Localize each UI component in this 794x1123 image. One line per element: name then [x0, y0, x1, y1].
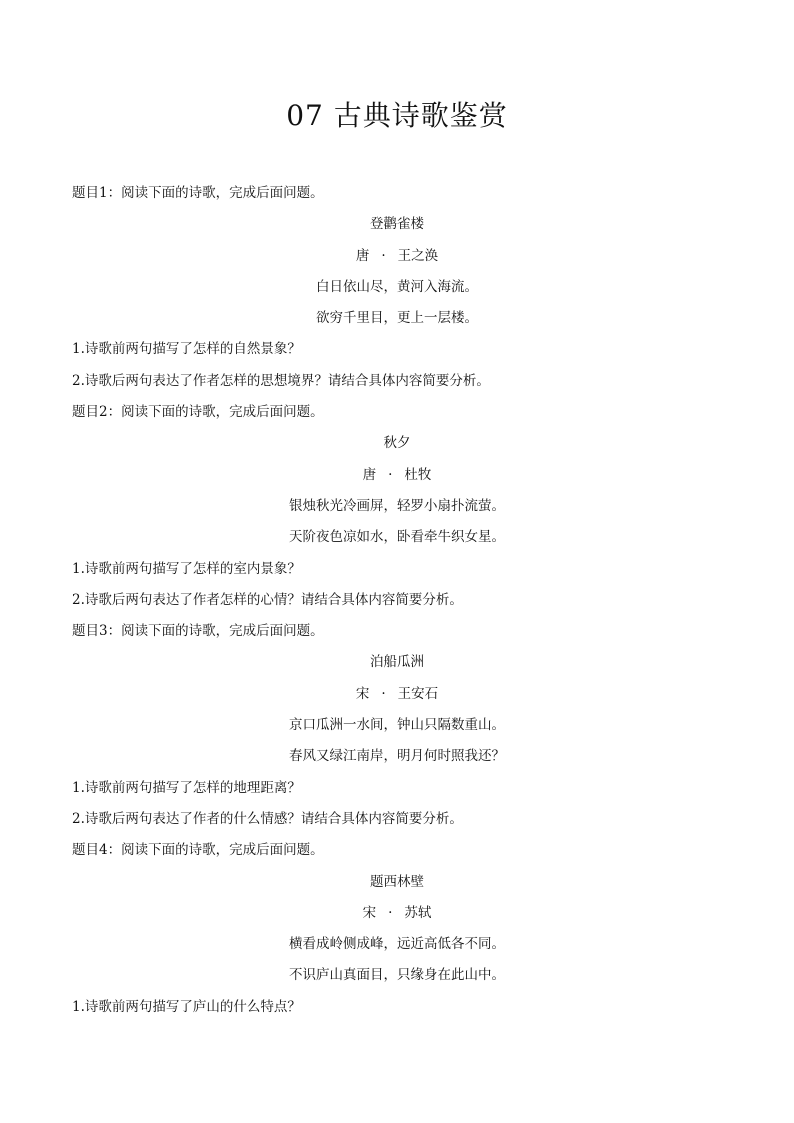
poem-title: 题西林壁 [370, 873, 424, 890]
poem-verse: 不识庐山真面目，只缘身在此山中。 [289, 967, 505, 984]
sub-question: 2.诗歌后两句表达了作者怎样的思想境界？请结合具体内容简要分析。 [72, 372, 490, 389]
document-body [72, 178, 722, 1023]
poem-dynasty: 宋 [355, 685, 370, 702]
author-separator: · [388, 904, 393, 921]
question-heading: 题目1：阅读下面的诗歌，完成后面问题。 [72, 185, 324, 201]
poem-dynasty: 唐 [355, 247, 370, 264]
poem-title: 泊船瓜洲 [370, 654, 424, 671]
sub-question: 2.诗歌后两句表达了作者的什么情感？请结合具体内容简要分析。 [72, 810, 463, 827]
poem-dynasty: 唐 [362, 466, 377, 483]
sub-question: 1.诗歌前两句描写了怎样的室内景象？ [72, 560, 301, 577]
sub-question: 1.诗歌前两句描写了怎样的自然景象？ [72, 341, 301, 358]
page-title: 07 古典诗歌鉴赏 [286, 99, 508, 132]
poem-title: 秋夕 [383, 435, 411, 452]
question-heading: 题目2：阅读下面的诗歌，完成后面问题。 [72, 404, 324, 421]
author-separator: · [381, 247, 386, 264]
sub-question: 1.诗歌前两句描写了庐山的什么特点？ [72, 998, 301, 1015]
poem-author-line [72, 679, 722, 710]
poem-verse: 天阶夜色凉如水，卧看牵牛织女星。 [289, 529, 505, 546]
poem-verse: 春风又绿江南岸，明月何时照我还？ [289, 748, 505, 765]
poem-verse: 京口瓜洲一水间，钟山只隔数重山。 [289, 717, 505, 734]
poem-author: 杜牧 [404, 466, 432, 483]
poem-title: 登鹳雀楼 [370, 216, 424, 233]
poem-author: 王安石 [397, 685, 439, 702]
poem-verse: 横看成岭侧成峰，远近高低各不同。 [289, 936, 505, 953]
author-separator: · [381, 685, 386, 702]
poem-author-line [72, 241, 722, 272]
poem-author: 苏轼 [404, 904, 432, 921]
poem-verse: 白日依山尽，黄河入海流。 [316, 278, 478, 295]
poem-author-line [72, 898, 722, 929]
poem-verse: 银烛秋光冷画屏，轻罗小扇扑流萤。 [289, 497, 505, 514]
sub-question: 1.诗歌前两句描写了怎样的地理距离？ [72, 779, 301, 796]
sub-question: 2.诗歌后两句表达了作者怎样的心情？请结合具体内容简要分析。 [72, 591, 463, 608]
poem-dynasty: 宋 [362, 904, 377, 921]
question-heading: 题目3：阅读下面的诗歌，完成后面问题。 [72, 623, 324, 640]
poem-author-line [72, 460, 722, 491]
question-heading: 题目4：阅读下面的诗歌，完成后面问题。 [72, 842, 324, 859]
poem-verse: 欲穷千里目，更上一层楼。 [316, 310, 478, 327]
poem-author: 王之涣 [397, 247, 439, 264]
author-separator: · [388, 466, 393, 483]
